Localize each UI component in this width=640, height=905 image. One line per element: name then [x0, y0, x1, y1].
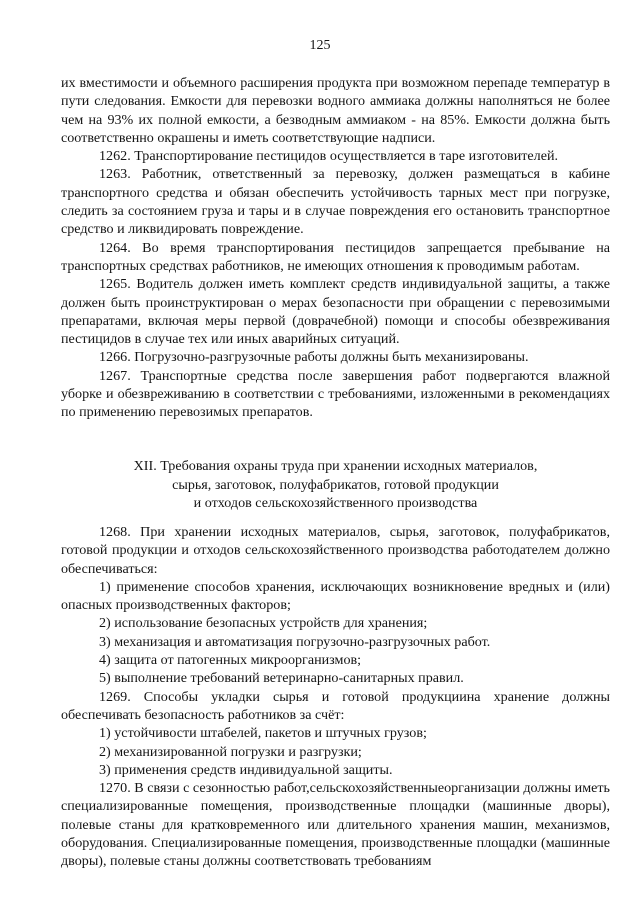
paragraph-1269: 1269. Способы укладки сырья и готовой продукциина хранение должны обеспечивать безопасность работников за счёт: — [61, 688, 610, 723]
paragraph-1270: 1270. В связи с сезонностью работ,сельскохозяйственныеорганизации должны иметь специализированные помещения, производственные площадки (машинные дворы), полевые станы для кратковременного или длительного хранения машин, механизмов, оборудования. Специализированные помещения, производственные площадки (машинные дворы), полевые станы должны соответствовать требованиям — [61, 780, 610, 870]
list-item-1269-1: 1) устойчивости штабелей, пакетов и штучных грузов; — [99, 725, 427, 742]
page-number: 125 — [309, 38, 331, 53]
section-heading-line: сырья, заготовок, полуфабрикатов, готовой продукции — [172, 476, 499, 493]
text-section-storage — [61, 523, 610, 871]
list-item-1268-1: 1) применение способов хранения, исключающих возникновение вредных и (или) опасных производственных факторов; — [61, 578, 610, 614]
list-item-1269-3: 3) применения средств индивидуальной защиты. — [99, 761, 393, 778]
list-item-1268-4: 4) защита от патогенных микроорганизмов; — [99, 652, 362, 669]
paragraph-1263: 1263. Работник, ответственный за перевозку, должен размещаться в кабине транспортного средства и обязан обеспечить устойчивость тарных мест при погрузке, следить за состоянием груза и тары и в случае повреждения его остановить транспортное средство и ликвидировать повреждение. — [61, 166, 610, 238]
paragraph-continuation: их вместимости и объемного расширения продукта при возможном перепаде температур в пути следования. Емкости для перевозки водного аммиака должны наполняться не более чем на 93% их полной емкости, а безводным аммиаком - на 85%. Емкости должна быть соответственно окрашены и иметь соответствующие надписи. — [61, 75, 610, 146]
paragraph-1268: 1268. При хранении исходных материалов, сырья, заготовок, полуфабрикатов, готовой продукции и отходов сельскохозяйственного производства работодателем должно обеспечиваться: — [61, 524, 610, 577]
paragraph-1266: 1266. Погрузочно-разгрузочные работы должны быть механизированы. — [99, 349, 529, 366]
list-item-1268-5: 5) выполнение требований ветеринарно-санитарных правил. — [99, 670, 464, 687]
section-heading-line: и отходов сельскохозяйственного производства — [193, 495, 478, 512]
paragraph-1262: 1262. Транспортирование пестицидов осуществляется в таре изготовителей. — [99, 148, 559, 165]
text-section-transport — [61, 74, 610, 422]
list-item-1269-2: 2) механизированной погрузки и разгрузки; — [99, 743, 362, 760]
paragraph-1264: 1264. Во время транспортирования пестицидов запрещается пребывание на транспортных средствах работников, не имеющих отношения к проводимым работам. — [61, 239, 610, 274]
list-item-1268-2: 2) использование безопасных устройств для хранения; — [99, 615, 428, 632]
paragraph-1265: 1265. Водитель должен иметь комплект средств индивидуальной защиты, а также должен быть проинструктирован о мерах безопасности при обращении с перевозимыми препаратами, включая меры первой (доврачебной) помощи и способы обезвреживания пестицидов в случае тех или иных аварийных ситуаций. — [61, 276, 610, 348]
list-item-1268-3: 3) механизация и автоматизация погрузочно-разгрузочных работ. — [99, 633, 491, 650]
section-heading — [61, 457, 610, 513]
paragraph-1267: 1267. Транспортные средства после завершения работ подвергаются влажной уборке и обезвреживанию в соответствии с требованиями, изложенными в рекомендациях по применению перевозимых препаратов. — [61, 367, 610, 421]
section-heading-line: XII. Требования охраны труда при хранении исходных материалов, — [133, 458, 538, 474]
